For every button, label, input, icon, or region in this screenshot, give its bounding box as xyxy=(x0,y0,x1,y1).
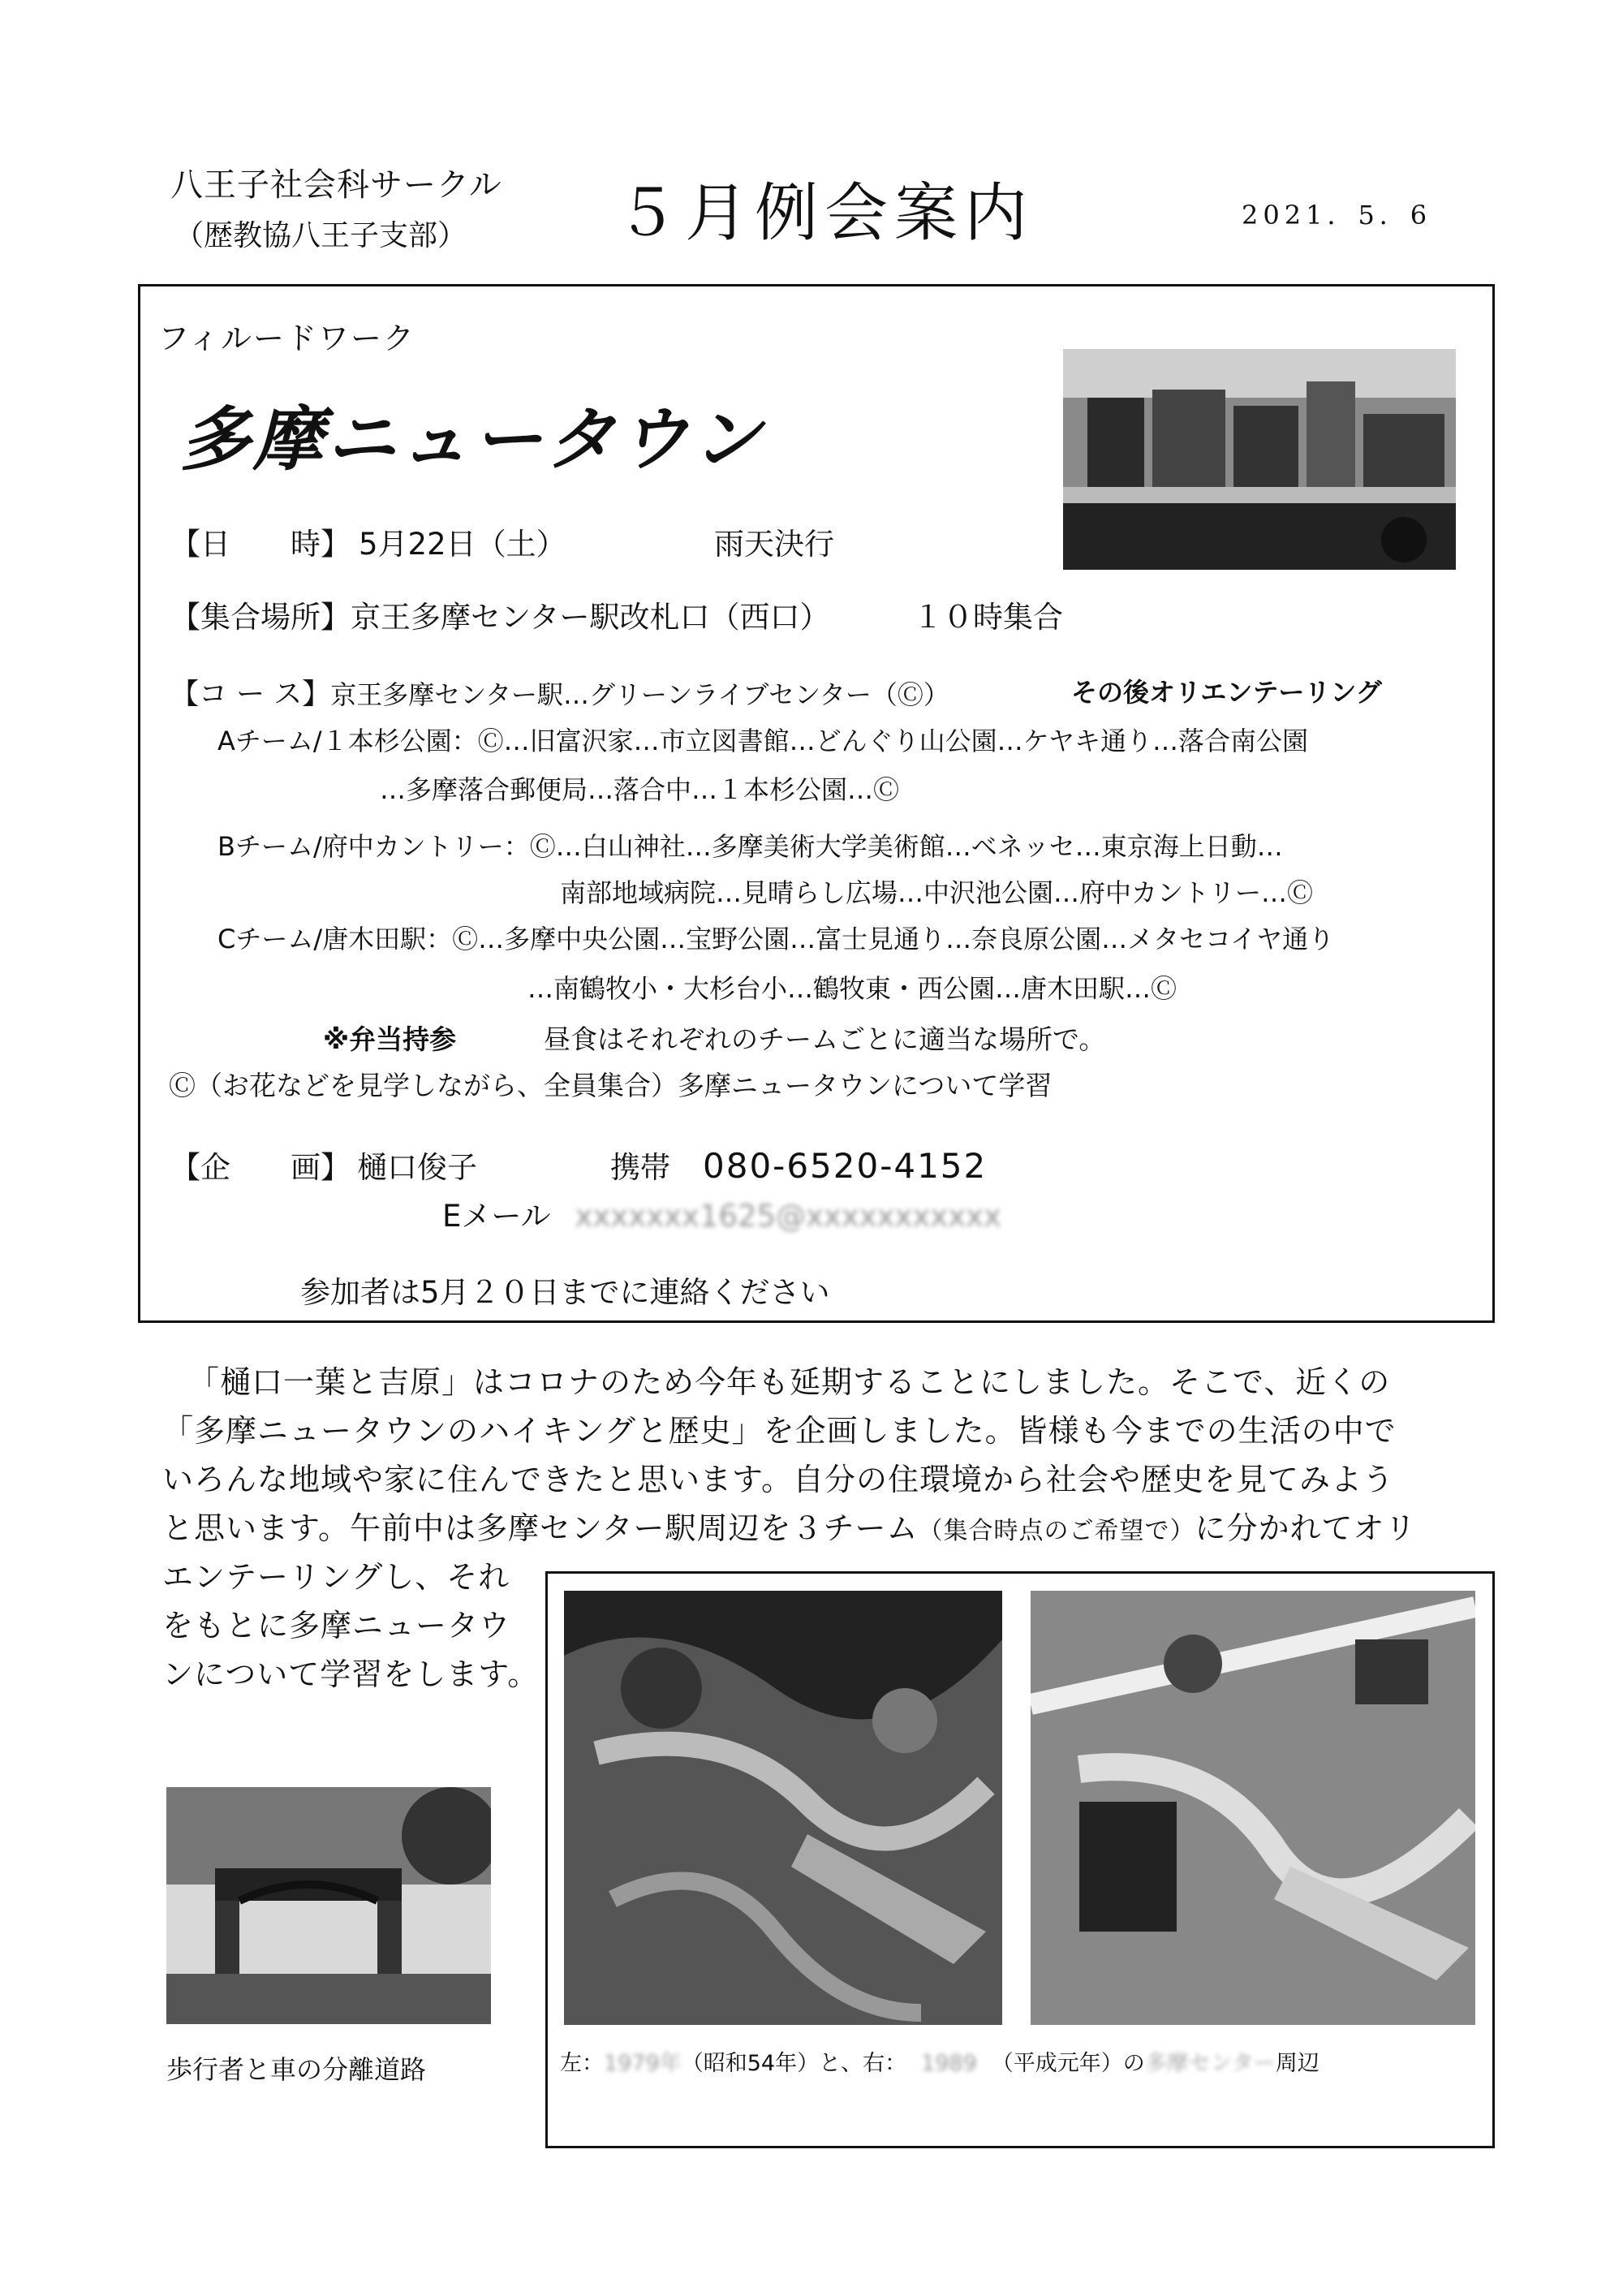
phone-label: 携帯 xyxy=(610,1150,670,1185)
aerial-left-label: 左： xyxy=(560,2051,604,2076)
rain-note: 雨天決行 xyxy=(714,527,834,562)
aerial-left-era: （昭和54年）と、右： xyxy=(681,2051,907,2076)
team-b-line1: Bチーム/府中カントリー：Ⓒ…白山神社…多摩美術大学美術館…ベネッセ…東京海上日動… xyxy=(217,831,1283,862)
date-value: 5月22日（土） xyxy=(359,527,566,562)
team-c-line2: …南鶴牧小・大杉台小…鶴牧東・西公園…唐木田駅…Ⓒ xyxy=(527,973,1177,1004)
date-label: 【日 時】 xyxy=(170,527,351,562)
email-value: xxxxxxx1625@xxxxxxxxxxx xyxy=(575,1199,1001,1234)
team-a-line2: …多摩落合郵便局…落合中…１本杉公園…Ⓒ xyxy=(380,774,900,805)
team-b-line2: 南部地域病院…見晴らし広場…中沢池公園…府中カントリー…Ⓒ xyxy=(560,877,1314,908)
email-label: Eメール xyxy=(442,1199,551,1234)
aerial-left-hidden: 1979年 xyxy=(604,2051,682,2076)
event-category: フィルードワーク xyxy=(158,321,415,356)
meet-time: １０時集合 xyxy=(913,600,1063,635)
body-line-7: ンについて学習をします。 xyxy=(162,1656,540,1692)
aerial-right-hidden: 1989 xyxy=(921,2051,977,2076)
org-sub: （歴教協八王子支部） xyxy=(174,219,467,252)
phone-number: 080-6520-4152 xyxy=(703,1146,988,1186)
course-after: その後オリエンテーリング xyxy=(1071,677,1382,708)
road-photo xyxy=(166,1787,491,2024)
body-line-4-end: に分かれてオリ xyxy=(1195,1510,1417,1546)
town-photo xyxy=(1063,349,1456,570)
org-name: 八王子社会科サークル xyxy=(170,166,502,204)
body-line-6: をもとに多摩ニュータウ xyxy=(162,1608,511,1643)
course-value: 京王多摩センター駅…グリーンライブセンター（Ⓒ） xyxy=(330,679,949,710)
aerial-end: 周辺 xyxy=(1275,2051,1319,2076)
aerial-place-hidden: 多摩センター xyxy=(1144,2051,1276,2076)
body-line-3: いろんな地域や家に住んできたと思います。自分の住環境から社会や歴史を見てみよう xyxy=(162,1462,1394,1497)
body-line-2: 「多摩ニュータウンのハイキングと歴史」を企画しました。皆様も今までの生活の中で xyxy=(162,1413,1397,1449)
issue-date: 2021．5．6 xyxy=(1242,200,1432,230)
event-title: 多摩ニュータウン xyxy=(180,399,764,480)
body-line-5: エンテーリングし、それ xyxy=(162,1559,510,1595)
planner-name: 樋口俊子 xyxy=(357,1150,477,1185)
deadline-note: 参加者は5月２０日までに連絡ください xyxy=(300,1275,830,1310)
team-c-line1: Cチーム/唐木田駅：Ⓒ…多摩中央公園…宝野公園…富士見通り…奈良原公園…メタセコイヤ通り xyxy=(217,924,1335,954)
meet-value: 京王多摩センター駅改札口（西口） xyxy=(351,600,830,635)
road-caption: 歩行者と車の分離道路 xyxy=(166,2054,427,2085)
course-label: 【コ ー ス】 xyxy=(170,678,331,711)
team-a-line1: Aチーム/１本杉公園：Ⓒ…旧富沢家…市立図書館…どんぐり山公園…ケヤキ通り…落合南公園 xyxy=(217,726,1309,756)
bento-note: ※弁当持参 xyxy=(323,1023,457,1055)
page-title: ５月例会案内 xyxy=(615,177,1035,250)
lunch-note: 昼食はそれぞれのチームごとに適当な場所で。 xyxy=(544,1023,1106,1055)
plan-label: 【企 画】 xyxy=(170,1150,351,1185)
aerial-photo-left xyxy=(564,1591,1002,2025)
gather-note: Ⓒ（お花などを見学しながら、全員集合）多摩ニュータウンについて学習 xyxy=(169,1070,1053,1101)
body-line-4-small: （集合時点のご希望で） xyxy=(918,1517,1195,1545)
aerial-photo-right xyxy=(1031,1591,1475,2025)
meet-label: 【集合場所】 xyxy=(170,600,351,635)
aerial-right-era: （平成元年）の xyxy=(991,2051,1145,2076)
body-line-1: 「樋口一葉と吉原」はコロナのため今年も延期することにしました。そこで、近くの xyxy=(188,1364,1391,1400)
body-line-4: と思います。午前中は多摩センター駅周辺を３チーム xyxy=(162,1510,919,1546)
